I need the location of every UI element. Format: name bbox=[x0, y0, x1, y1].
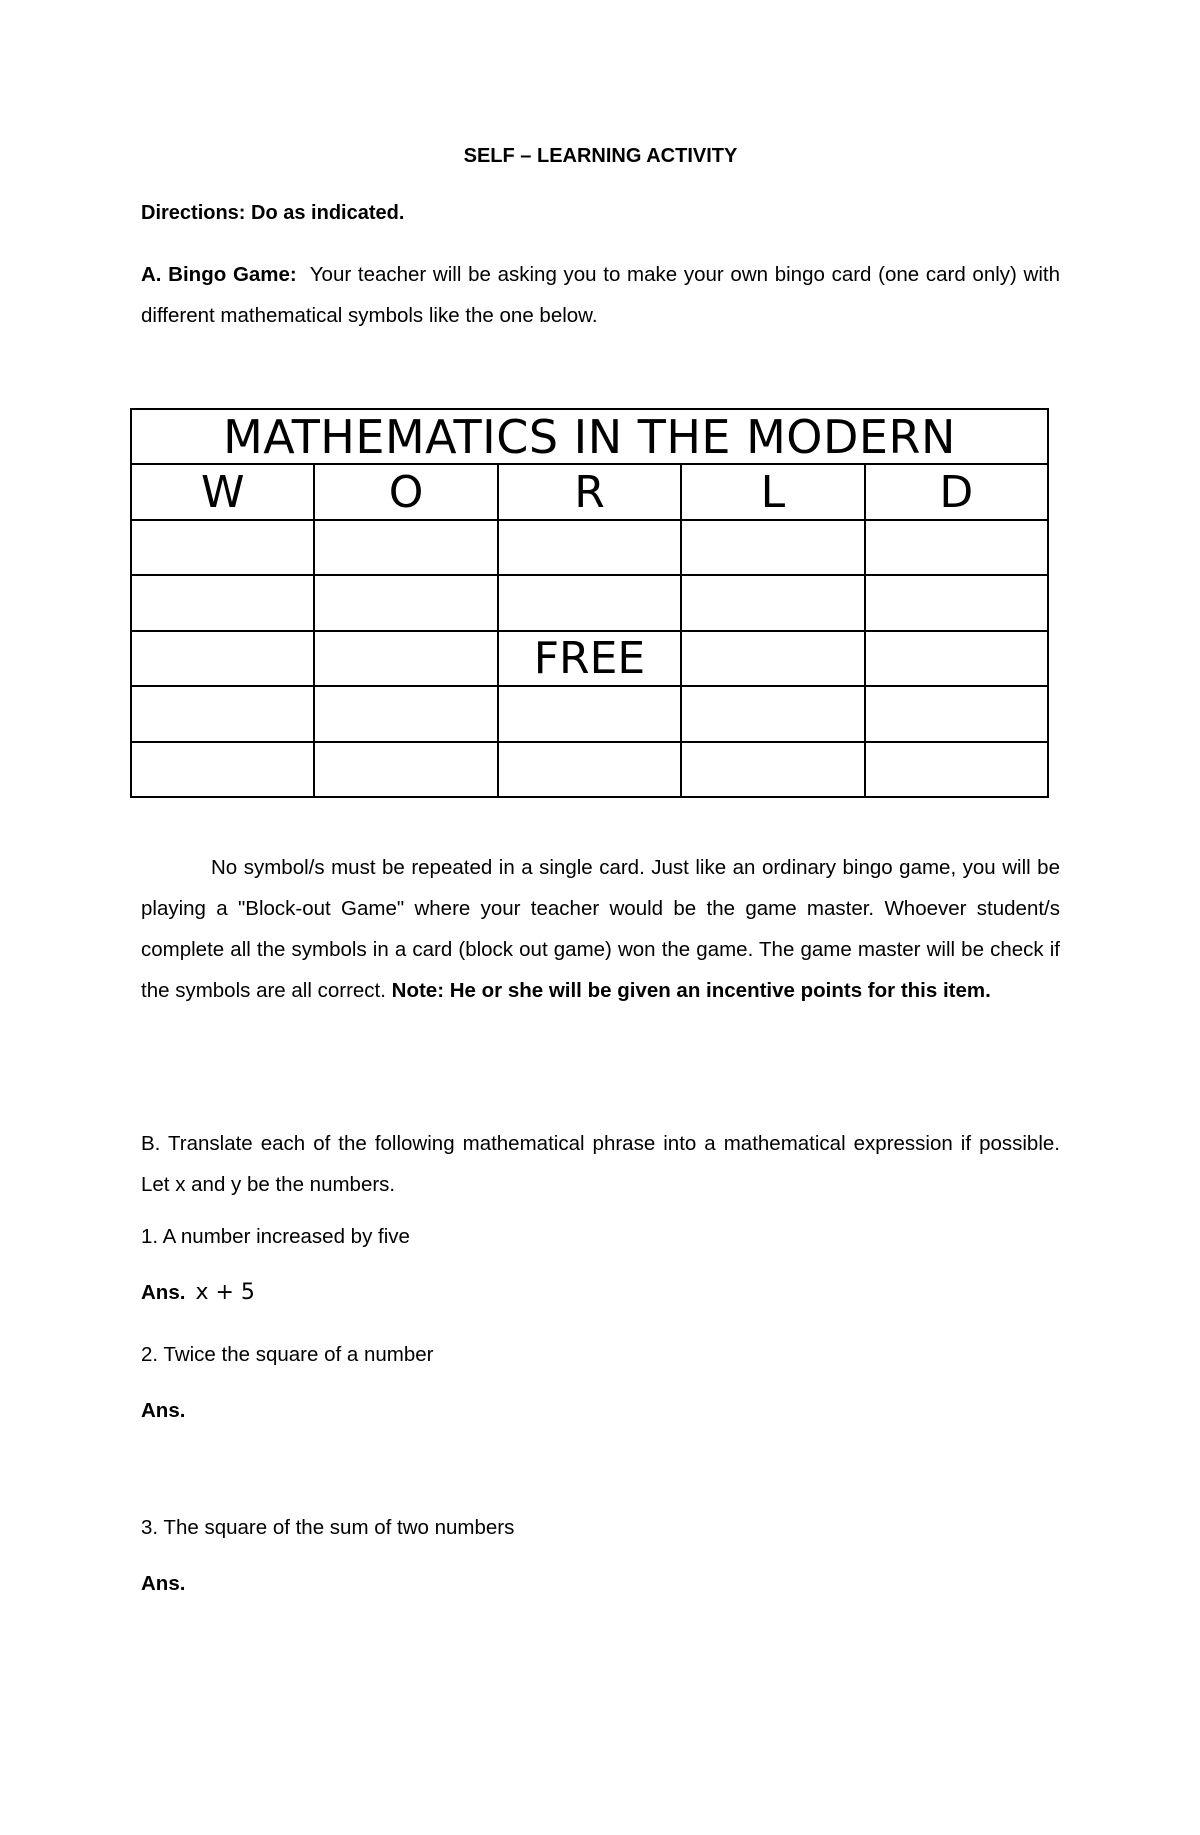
answer-label: Ans. bbox=[141, 1572, 186, 1595]
bingo-cell bbox=[498, 686, 681, 741]
bingo-card bbox=[130, 408, 1049, 798]
rules-note: Note: He or she will be given an incentive points for this item. bbox=[391, 979, 991, 1002]
bingo-cell bbox=[681, 520, 864, 575]
bingo-cell bbox=[314, 631, 497, 686]
bingo-cell bbox=[498, 742, 681, 797]
bingo-cell bbox=[498, 575, 681, 630]
question-1: 1. A number increased by five bbox=[141, 1225, 410, 1248]
bingo-cell bbox=[314, 575, 497, 630]
bingo-cell bbox=[131, 575, 314, 630]
bingo-letter-r: R bbox=[498, 464, 681, 519]
bingo-letter-d: D bbox=[865, 464, 1048, 519]
bingo-row bbox=[131, 575, 1048, 630]
answer-label: Ans. bbox=[141, 1281, 186, 1304]
bingo-letter-w: W bbox=[131, 464, 314, 519]
answer-1 bbox=[141, 1280, 255, 1306]
bingo-cell bbox=[681, 631, 864, 686]
bingo-cell bbox=[681, 686, 864, 741]
bingo-cell bbox=[131, 631, 314, 686]
bingo-row bbox=[131, 520, 1048, 575]
bingo-row bbox=[131, 742, 1048, 797]
bingo-cell bbox=[865, 631, 1048, 686]
bingo-cell bbox=[865, 686, 1048, 741]
bingo-row bbox=[131, 631, 1048, 686]
bingo-letter-o: O bbox=[314, 464, 497, 519]
answer-3 bbox=[141, 1571, 195, 1597]
bingo-free-cell: FREE bbox=[498, 631, 681, 686]
question-3: 3. The square of the sum of two numbers bbox=[141, 1516, 515, 1539]
bingo-cell bbox=[314, 742, 497, 797]
bingo-cell bbox=[131, 742, 314, 797]
bingo-cell bbox=[314, 520, 497, 575]
question-2: 2. Twice the square of a number bbox=[141, 1343, 434, 1366]
rules-text: No symbol/s must be repeated in a single card. Just like an ordinary bingo game, you will be playing a "Block-out Game" where your teacher would be the game master. Whoever student/s complete all the symbols in a card (block out game) won the game. The game master will be check if the symbols are all correct. bbox=[141, 856, 1060, 1002]
bingo-cell bbox=[131, 686, 314, 741]
bingo-cell bbox=[131, 520, 314, 575]
bingo-cell bbox=[681, 575, 864, 630]
bingo-cell bbox=[681, 742, 864, 797]
bingo-card-title: MATHEMATICS IN THE MODERN bbox=[131, 409, 1048, 464]
rules-paragraph bbox=[141, 847, 1060, 1011]
answer-label: Ans. bbox=[141, 1399, 186, 1422]
bingo-cell bbox=[314, 686, 497, 741]
answer-expression: x + 5 bbox=[195, 1280, 255, 1305]
page-title: SELF – LEARNING ACTIVITY bbox=[463, 145, 738, 167]
section-a-paragraph bbox=[141, 254, 1060, 336]
bingo-cell bbox=[865, 520, 1048, 575]
bingo-letter-l: L bbox=[681, 464, 864, 519]
bingo-row bbox=[131, 686, 1048, 741]
directions-text: Directions: Do as indicated. bbox=[141, 202, 405, 224]
bingo-cell bbox=[498, 520, 681, 575]
section-b-intro: B. Translate each of the following mathematical phrase into a mathematical expression if possible. Let x and y be the numbers. bbox=[141, 1132, 1060, 1196]
section-a-label: A. Bingo Game: bbox=[141, 263, 297, 286]
bingo-cell bbox=[865, 742, 1048, 797]
section-a-text: Your teacher will be asking you to make your own bingo card (one card only) with different mathematical symbols like the one below. bbox=[141, 263, 1060, 327]
bingo-cell bbox=[865, 575, 1048, 630]
answer-2 bbox=[141, 1398, 195, 1424]
